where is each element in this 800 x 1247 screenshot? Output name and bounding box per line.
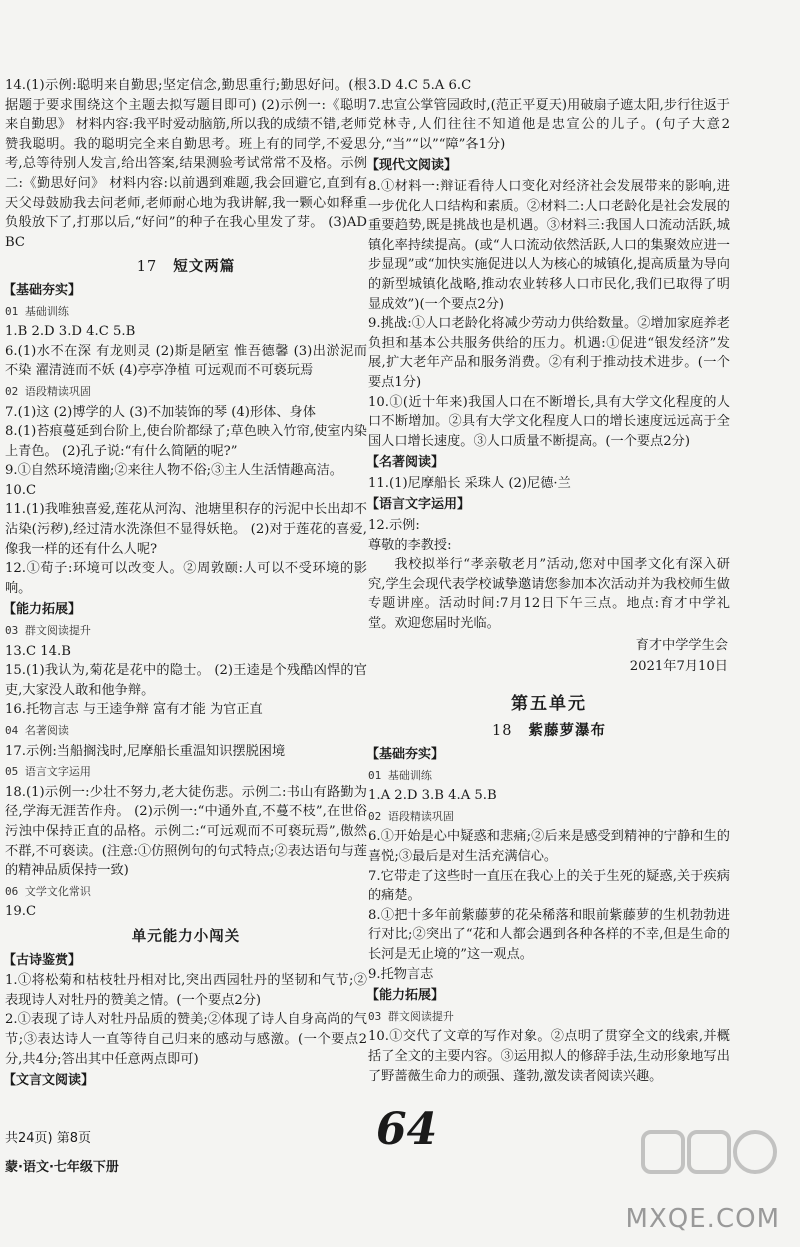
footer-book-title: 蒙·语文·七年级下册 (5, 1160, 119, 1175)
answer-text: 12.示例: (368, 518, 420, 534)
subsection-label: 01 基础训练 (368, 768, 432, 782)
letter-signature: 育才中学学生会 (635, 637, 728, 653)
section-number: 17 (136, 259, 158, 276)
section-title (368, 722, 730, 742)
answer-text: 17.示例:当船搁浅时,尼摩船长重温知识摆脱困境 (5, 743, 286, 759)
answer-text: 7.忠宣公掌管园政时,(范正平夏天)用破扇子遮太阳,步行往返于党林寺,人们往往不知道他是忠宣公的儿子。(句子大意2分,“当”“以”“障”各1分) (368, 97, 730, 152)
answer-text: 1.A 2.D 3.B 4.A 5.B (368, 788, 497, 804)
subsection-label: 01 基础训练 (5, 304, 69, 318)
answer-text: 3.D 4.C 5.A 6.C (368, 78, 472, 93)
answer-text: 8.①把十多年前紫藤萝的花朵稀落和眼前紫藤萝的生机勃勃进行对比;②突出了“花和人都会遇到各种各样的不幸,但是生命的长河是无止境的”这一观点。 (368, 907, 730, 962)
watermark-text: MXQE.COM (625, 1204, 780, 1234)
section-heading: 【基础夯实】 (366, 747, 445, 762)
section-heading: 【古诗鉴赏】 (3, 952, 82, 968)
section-heading: 【现代文阅读】 (366, 158, 458, 174)
section-title-text: 紫藤萝瀑布 (528, 723, 606, 740)
answer-text: 16.托物言志 与王逵争辩 富有才能 为官正直 (5, 702, 263, 718)
section-heading: 【名著阅读】 (366, 455, 445, 471)
subsection-label: 03 群文阅读提升 (368, 1009, 454, 1023)
answer-text: 9.托物言志 (368, 966, 434, 982)
subsection-label: 05 语言文字运用 (5, 765, 91, 779)
answer-text: 10.C (5, 482, 37, 498)
section-title (5, 928, 367, 948)
answer-text: 19.C (5, 904, 37, 920)
answer-text: 2.①表现了诗人对牡丹品质的赞美;②体现了诗人自身高尚的气节;③表达诗人一直等待自己归来的感动与感激。(一个要点2分,共4分;答出其中任意两点即可) (5, 1012, 367, 1067)
answer-text: 10.①交代了文章的写作对象。②点明了贯穿全文的线索,并概括了全文的主要内容。③运用拟人的修辞手法,生动形象地写出了野蔷薇生命力的顽强、蓬勃,激发读者阅读兴趣。 (368, 1029, 730, 1084)
section-heading: 【能力拓展】 (3, 602, 82, 618)
answer-text: 1.①将松菊和枯枝牡丹相对比,突出西园牡丹的坚韧和气节;②表现诗人对牡丹的赞美之情。(一个要点2分) (5, 973, 367, 1008)
section-title-text: 单元能力小闯关 (131, 928, 241, 945)
section-heading: 【能力拓展】 (366, 988, 445, 1004)
answer-text: 13.C 14.B (5, 643, 71, 659)
footer-page-info: 共24页) 第8页 (5, 1131, 92, 1146)
section-title-text: 短文两篇 (173, 259, 236, 276)
answer-text: 18.(1)示例一:少壮不努力,老大徒伤悲。示例二:书山有路勤为径,学海无涯苦作舟。 (2)示例一:“中通外直,不蔓不枝”,在世俗污浊中保持正直的品格。示例二:“可远观而不可亵玩焉”,傲然不群,不可亵读。(注意:①仿照例句的句式特点;②表达语句与莲的精神品质保持一致) (5, 784, 367, 879)
answer-text: 9.①自然环境清幽;②来往人物不俗;③主人生活情趣高洁。 (5, 463, 343, 479)
subsection-label: 04 名著阅读 (5, 724, 69, 737)
right-column (368, 76, 730, 1086)
letter-signature: 2021年7月10日 (629, 659, 728, 675)
subsection-label: 03 群文阅读提升 (5, 624, 91, 638)
unit-title: 第五单元 (511, 693, 587, 714)
answer-text: 7.(1)这 (2)博学的人 (3)不加装饰的琴 (4)形体、身体 (5, 404, 316, 420)
section-heading: 【文言文阅读】 (3, 1073, 95, 1089)
answer-text: 6.(1)水不在深 有龙则灵 (2)斯是陋室 惟吾德馨 (3)出淤泥而不染 濯清涟而不妖 (4)亭亭净植 可远观而不可亵玩焉 (5, 343, 367, 379)
subsection-label: 06 文学文化常识 (5, 884, 91, 898)
page-number: 64 (376, 1104, 438, 1155)
answer-text: 12.①荀子:环境可以改变人。②周敦颐:人可以不受环境的影响。 (5, 561, 367, 596)
answer-text: 9.挑战:①人口老龄化将减少劳动力供给数量。②增加家庭养老负担和基本公共服务供给的压力。机遇:①促进“银发经济”发展,扩大老年产品和服务消费。②有利于推动技术进步。(一个要点1分) (368, 316, 730, 390)
answer-text: 1.B 2.D 3.D 4.C 5.B (5, 324, 136, 340)
answer-text: 14.(1)示例:聪明来自勤思;坚定信念,勤思重行;勤思好问。(根据题于要求围绕这个主题去拟写题目即可) (2)示例一:《聪明来自勤思》 材料内容:我平时爱动脑筋,所以我的成绩不错,老师赞我聪明。我的聪明完全来自勤思考。班上有的同学,不爱思考,总等待别人发言,给出答案,结果测验考试常常不及格。示例二:《勤思好问》 材料内容:以前遇到难题,我会回避它,直到有天父母鼓励我去问老师,老师耐心地为我讲解,我一颗心如释重负般放下了,打那以后,“好问”的种子在我心里发了芽。 (3)AD BC (5, 78, 367, 250)
answer-text: 6.①开始是心中疑惑和悲痛;②后来是感受到精神的宁静和生的喜悦;③最后是对生活充满信心。 (368, 829, 730, 864)
answer-text: 7.它带走了这些时一直压在我心上的关于生死的疑惑,关于疾病的痛楚。 (368, 868, 730, 904)
subsection-label: 02 语段精读巩固 (5, 384, 91, 398)
section-heading: 【语言文字运用】 (366, 497, 471, 513)
section-heading: 【基础夯实】 (3, 282, 82, 298)
answer-text: 11.(1)我唯独喜爱,莲花从河沟、池塘里积存的污泥中长出却不沾染(污秽),经过清水洗涤但不显得妖艳。 (2)对于莲花的喜爱,像我一样的还有什么人呢? (5, 502, 367, 557)
answer-text: 15.(1)我认为,菊花是花中的隐士。 (2)王逵是个残酷凶悍的官吏,大家没人敢和他争辩。 (5, 663, 367, 698)
answer-text: 尊敬的李教授: (368, 537, 452, 553)
subsection-label: 02 语段精读巩固 (368, 809, 454, 823)
answer-text: 11.(1)尼摩船长 采珠人 (2)尼德·兰 (368, 475, 571, 491)
letter-body: 我校拟举行“孝亲敬老月”活动,您对中国孝文化有深入研究,学生会现代表学校诚挚邀请您参加本次活动并为我校师生做专题讲座。活动时间:7月12日下午三点。地点:育才中学礼堂。欢迎您届时光临。 (368, 557, 730, 632)
section-title (5, 258, 367, 278)
answer-text: 8.①材料一:辩证看待人口变化对经济社会发展带来的影响,进一步优化人口结构和素质。②材料二:人口老龄化是社会发展的重要趋势,既是挑战也是机遇。③材料三:我国人口流动活跃,城镇化率持续提高。(或“人口流动依然活跃,人口的集聚效应进一步显现”或“加快实施促进以人为核心的城镇化,提高质量为导向的新型城镇化战略,推动农业转移人口市民化,我们已取得了明显成效”)(一个要点2分) (368, 178, 730, 312)
left-column (5, 76, 367, 1092)
section-number: 18 (492, 723, 513, 740)
answer-text: 8.(1)苔痕蔓延到台阶上,使台阶都绿了;草色映入竹帘,使室内染上青色。 (2)孔子说:“有什么简陋的呢?” (5, 424, 367, 459)
answer-text: 10.①(近十年来)我国人口在不断增长,具有大学文化程度的人口不断增加。②具有大学文化程度人口的增长速度远远高于全国人口增长速度。③人口质量不断提高。(一个要点2分) (368, 394, 730, 449)
